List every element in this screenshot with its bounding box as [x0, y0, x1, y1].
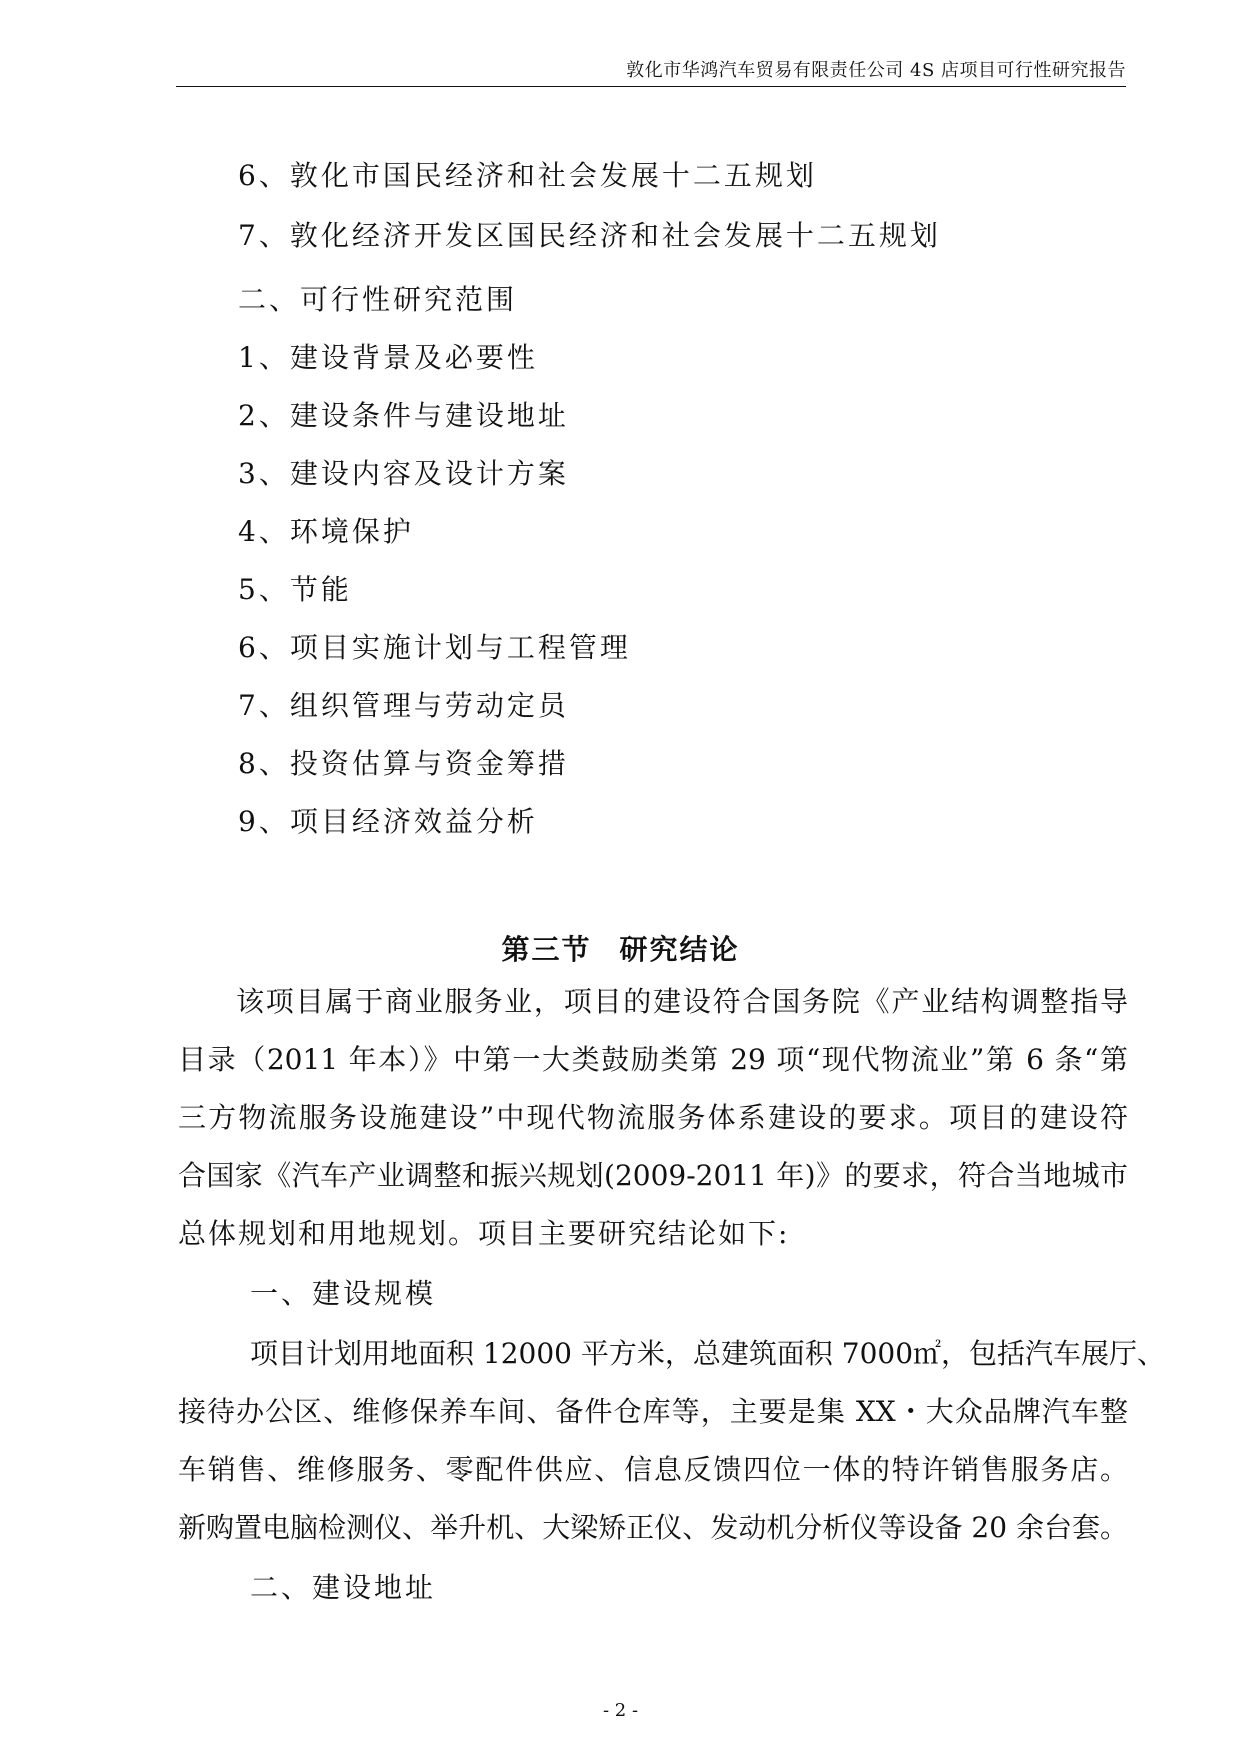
scope-item: 9、项目经济效益分析 [238, 805, 538, 838]
scale-line: 项目计划用地面积 12000 平方米，总建筑面积 7000㎡，包括汽车展厅、 [250, 1337, 1166, 1370]
running-header: 敦化市华鸿汽车贸易有限责任公司 4S 店项目可行性研究报告 [626, 60, 1126, 81]
conclusion-line: 该项目属于商业服务业，项目的建设符合国务院《产业结构调整指导 [236, 985, 1128, 1018]
section-number: 第三节 [501, 933, 592, 966]
location-heading: 二、建设地址 [250, 1571, 437, 1604]
basis-item: 6、敦化市国民经济和社会发展十二五规划 [238, 159, 817, 192]
scope-item: 7、组织管理与劳动定员 [238, 689, 569, 722]
section-heading [0, 928, 1241, 968]
header-rule [176, 86, 1126, 87]
scope-item: 5、节能 [238, 573, 352, 606]
scale-line: 接待办公区、维修保养车间、备件仓库等，主要是集 XX・大众品牌汽车整 [178, 1395, 1128, 1428]
scope-item: 3、建设内容及设计方案 [238, 457, 569, 490]
page-number: - 2 - [602, 1700, 639, 1721]
basis-item: 7、敦化经济开发区国民经济和社会发展十二五规划 [238, 219, 941, 252]
section-title: 研究结论 [619, 933, 740, 966]
scope-item: 1、建设背景及必要性 [238, 341, 538, 374]
scope-item: 4、环境保护 [238, 515, 414, 548]
scale-heading: 一、建设规模 [250, 1277, 437, 1310]
scope-heading: 二、可行性研究范围 [238, 283, 518, 316]
scale-line: 车销售、维修服务、零配件供应、信息反馈四位一体的特许销售服务店。 [178, 1453, 1128, 1486]
conclusion-line: 三方物流服务设施建设”中现代物流服务体系建设的要求。项目的建设符 [178, 1101, 1128, 1134]
scale-line: 新购置电脑检测仪、举升机、大梁矫正仪、发动机分析仪等设备 20 余台套。 [178, 1511, 1128, 1544]
scope-item: 2、建设条件与建设地址 [238, 399, 569, 432]
conclusion-line: 合国家《汽车产业调整和振兴规划(2009-2011 年)》的要求，符合当地城市 [178, 1159, 1128, 1192]
conclusion-line: 目录（2011 年本）》中第一大类鼓励类第 29 项“现代物流业”第 6 条“第 [178, 1043, 1128, 1076]
conclusion-line: 总体规划和用地规划。项目主要研究结论如下: [178, 1217, 790, 1250]
scope-item: 6、项目实施计划与工程管理 [238, 631, 631, 664]
scope-item: 8、投资估算与资金筹措 [238, 747, 569, 780]
